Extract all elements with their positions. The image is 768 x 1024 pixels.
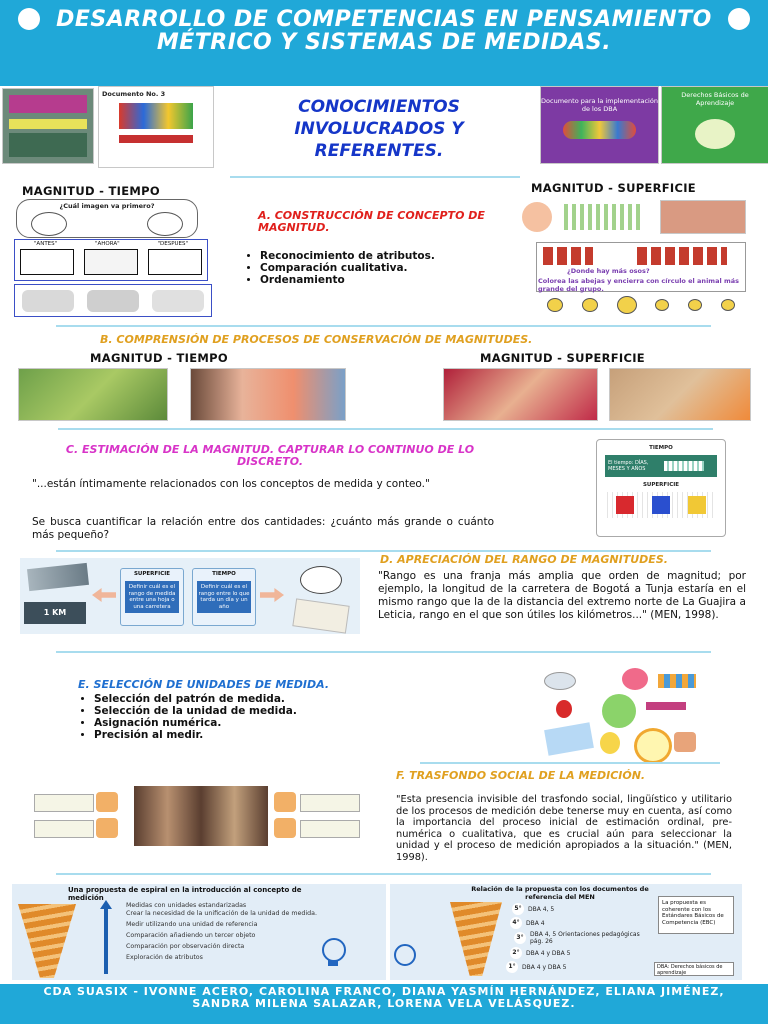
worksheet-despues: "DESPUES"	[157, 241, 189, 247]
grade-badge: 4°	[510, 917, 522, 929]
dba-green-label: Derechos Básicos de Aprendizaje	[681, 91, 749, 107]
diagram-surface-title: SUPERFICIE	[133, 571, 171, 577]
standards-document-label: Documento No. 3	[102, 90, 166, 98]
section-c-text: Se busca cuantificar la relación entre dos cantidades: ¿cuánto más grande o cuánto más pequeño?	[32, 516, 494, 541]
panel-surface-label: SUPERFICIE	[642, 482, 680, 488]
bees-row-image	[538, 294, 744, 316]
panel-time-text: El tiempo: DÍAS, MESES Y AÑOS	[608, 460, 649, 472]
grade-dba: DBA 4	[526, 919, 545, 927]
spiral-step: Exploración de atributos	[126, 954, 203, 961]
grade-dba: DBA 4, 5 Orientaciones pedagógicas pág. 26	[530, 931, 640, 945]
section-f-heading: F. TRASFONDO SOCIAL DE LA MEDICIÓN.	[396, 769, 646, 782]
spiral-step: Medir utilizando una unidad de referencia	[126, 921, 258, 928]
section-e-bullet: • Selección de la unidad de medida.	[94, 705, 394, 717]
curriculum-book-image	[2, 88, 94, 164]
diagram-surface-text: Definir cuál es el rango de medida entre una hoja o una carretera	[125, 581, 179, 613]
measurement-tools-collage	[542, 664, 702, 760]
spiral-step: Medidas con unidades estandarizadas	[126, 902, 247, 909]
spiral-title: Una propuesta de espiral en la introducción al concepto de medición	[68, 886, 302, 902]
spiral-panel	[12, 884, 386, 980]
standards-document-image	[98, 86, 214, 168]
time-surface-panel	[596, 439, 726, 537]
section-e-heading: E. SELECCIÓN DE UNIDADES DE MEDIDA.	[78, 678, 330, 691]
worksheet-antes: "ANTES"	[33, 241, 58, 247]
tangram-shapes-photo	[609, 368, 751, 421]
children-playing-photo	[18, 368, 168, 421]
relation-grades	[510, 902, 660, 974]
grade-badge: 1°	[506, 961, 518, 973]
dba-document-label: Documento para la implementación de los DBA	[541, 97, 658, 113]
spiral-step: Crear la necesidad de la unificación de la unidad de medida.	[126, 910, 317, 917]
section-e-bullet: • Precisión al medir.	[94, 729, 394, 741]
header-dot-left	[18, 8, 40, 30]
section-a-bullets	[244, 250, 530, 286]
section-e-bullet: • Asignación numérica.	[94, 717, 394, 729]
divider-intro	[230, 176, 520, 178]
relation-panel	[390, 884, 742, 980]
hands-painting-image	[660, 200, 746, 234]
divider-c-d	[56, 550, 711, 552]
diagram-surface-box	[120, 568, 184, 626]
vehicles-sequence-image	[14, 284, 212, 317]
dba-green-book-image	[661, 86, 768, 164]
divider-b-c	[58, 428, 713, 430]
divider-d-e	[56, 651, 711, 653]
label-magnitud-superficie-a: MAGNITUD - SUPERFICIE	[531, 181, 696, 195]
diagram-time-text: Definir cuál es el rango entre lo que tarda un día y un año	[197, 581, 251, 613]
social-measurement-collage	[30, 786, 364, 846]
spiral-step: Comparación añadiendo un tercer objeto	[126, 932, 256, 939]
divider-a-b	[56, 325, 711, 327]
label-magnitud-tiempo-a: MAGNITUD - TIEMPO	[22, 184, 160, 198]
section-f-text: "Esta presencia invisible del trasfondo social, lingüístico y utilitario de los procesos de medición debe tenerse muy en cuenta, así como la importancia del proceso inicial de estimación ordinal, pre-numérica o cualitativa, que es crucial aún para seleccionar la unidad y el proceso de medición apropiados a la situación." (MEN, 1998).	[396, 794, 732, 863]
dba-note: DBA: Derechos básicos de aprendizaje	[654, 962, 734, 976]
section-a-bullet: • Ordenamiento	[260, 274, 530, 286]
grade-dba: DBA 4 y DBA 5	[522, 963, 567, 971]
bees-instruction: Colorea las abejas y encierra con círculo el animal más grande del grupo.	[538, 277, 739, 293]
section-d-heading: D. APRECIACIÓN DEL RANGO DE MAGNITUDES.	[380, 553, 668, 566]
label-magnitud-superficie-b: MAGNITUD - SUPERFICIE	[480, 351, 645, 365]
relation-lightbulb-icon	[394, 944, 416, 966]
range-diagram	[20, 558, 360, 634]
grade-dba: DBA 4, 5	[528, 905, 555, 913]
tangram-table-photo	[443, 368, 598, 421]
grade-badge: 5°	[512, 903, 524, 915]
divider-f-bottom	[56, 873, 711, 875]
worksheet-order-image	[16, 199, 198, 238]
section-d-text: "Rango es una franja más amplia que orden de magnitud; por ejemplo, la longitud de la carretera de Bogotá a Tunja estaría en el mismo rango que la de la distancia del extremo norte de La Guajira a Leticia, rango en el que son útiles los kilómetros..." (MEN, 1998).	[378, 570, 746, 621]
section-a-heading: A. CONSTRUCCIÓN DE CONCEPTO DE MAGNITUD.	[258, 209, 485, 234]
relation-title: Relación de la propuesta con los documentos de referencia del MEN	[471, 885, 649, 901]
diagram-time-title: TIEMPO	[212, 571, 236, 577]
label-magnitud-tiempo-b: MAGNITUD - TIEMPO	[90, 351, 228, 365]
divider-e-f	[420, 762, 720, 764]
section-a-bullet: • Reconocimiento de atributos.	[260, 250, 530, 262]
spiral-steps	[126, 902, 336, 962]
grade-badge: 3°	[514, 932, 526, 944]
section-c-quote: "...están íntimamente relacionados con los conceptos de medida y conteo."	[32, 478, 430, 490]
panel-time-label: TIEMPO	[649, 445, 673, 451]
spiral-step: Comparación por observación directa	[126, 943, 245, 950]
grade-dba: DBA 4 y DBA 5	[526, 949, 571, 957]
header-dot-right	[728, 8, 750, 30]
intro-title: CONOCIMIENTOS INVOLUCRADOS Y REFERENTES.	[294, 97, 464, 161]
section-e-bullet: • Selección del patrón de medida.	[94, 693, 394, 705]
where-more-bears: ¿Donde hay más osos?	[567, 267, 650, 275]
ebc-note: La propuesta es coherente con los Estándares Básicos de Competencia (EBC)	[658, 896, 734, 934]
section-c-heading: C. ESTIMACIÓN DE LA MAGNITUD. CAPTURAR LO CONTINUO DE LO DISCRETO.	[65, 443, 475, 468]
worksheet-question: ¿Cuál imagen va primero?	[59, 202, 155, 210]
km-sign: 1 KM	[24, 602, 86, 624]
lightbulb-icon	[322, 938, 346, 962]
section-a-bullet: • Comparación cualitativa.	[260, 262, 530, 274]
children-clapping-photo	[190, 368, 346, 421]
diagram-time-box	[192, 568, 256, 626]
section-e-bullets	[78, 693, 394, 741]
poster-title: DESARROLLO DE COMPETENCIAS EN PENSAMIENTO MÉTRICO Y SISTEMAS DE MEDIDAS.	[56, 7, 712, 55]
lightbulb-base-icon	[328, 960, 338, 966]
before-now-after-worksheet	[14, 239, 208, 281]
dba-document-image	[540, 86, 659, 164]
grade-badge: 2°	[510, 947, 522, 959]
bugs-grid-image	[520, 198, 650, 238]
footer-authors: CDA SUASIX - IVONNE ACERO, CAROLINA FRANCO, DIANA YASMÍN HERNÁNDEZ, ELIANA JIMÉNEZ, SANDRA MILENA SALAZAR, LORENA VELA VELÁSQUEZ.	[43, 985, 725, 1010]
worksheet-ahora: "AHORA"	[95, 241, 120, 247]
section-b-heading: B. COMPRENSIÓN DE PROCESOS DE CONSERVACIÓN DE MAGNITUDES.	[100, 333, 533, 346]
